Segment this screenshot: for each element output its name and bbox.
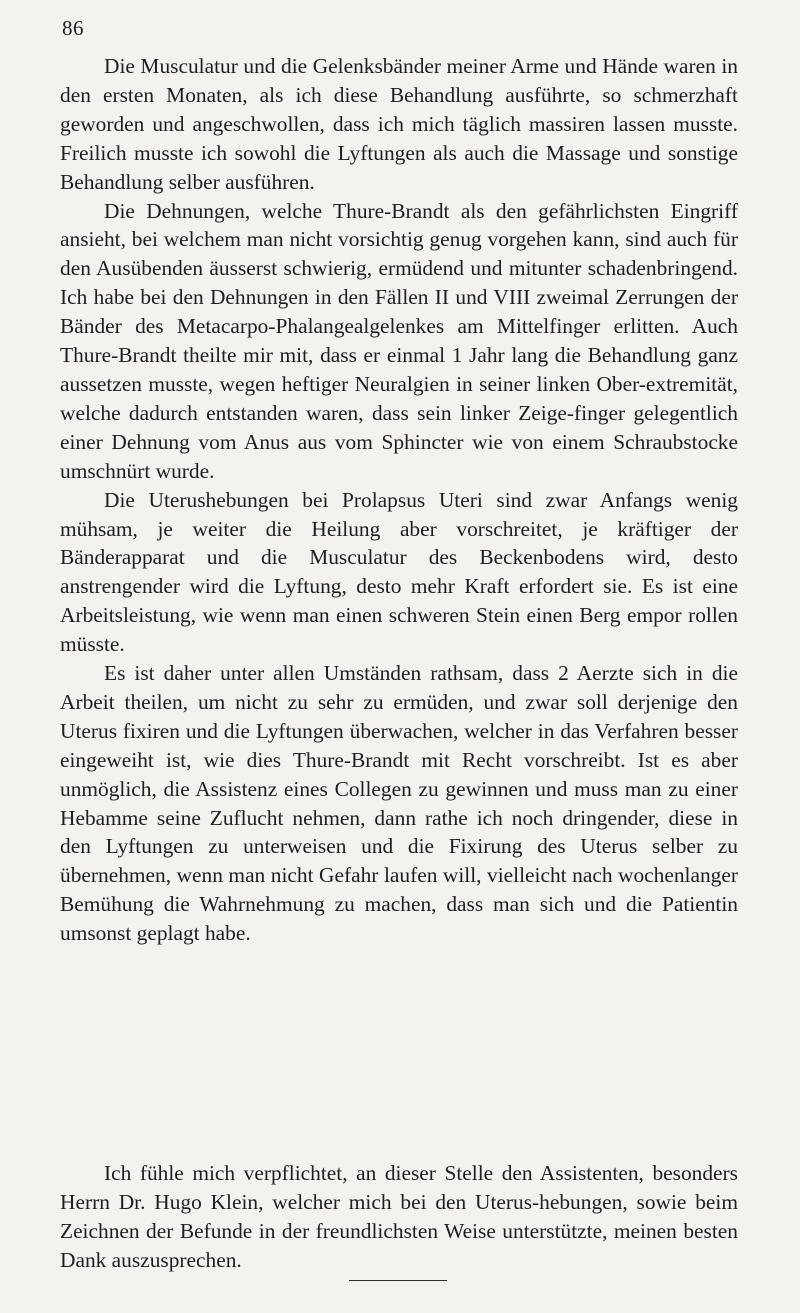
page-number: 86 [62, 16, 84, 40]
main-text [60, 52, 738, 948]
paragraph-uterushebungen: Die Uterushebungen bei Prolapsus Uteri sind zwar Anfangs wenig mühsam, je weiter die Heilung aber vorschreitet, je kräftiger der Bänderapparat und die Musculatur des Beckenbodens wird, desto anstrengender wird die Lyftung, desto mehr Kraft erfordert sie. Es ist eine Arbeitsleistung, wie wenn man einen schweren Stein einen Berg empor rollen müsste. [60, 487, 738, 657]
paragraph-aerzte: Es ist daher unter allen Umständen rathsam, dass 2 Aerzte sich in die Arbeit theilen, um nicht zu sehr zu ermüden, und zwar soll derjenige den Uterus fixiren und die Lyftungen überwachen, welcher in das Verfahren besser eingeweiht ist, wie dies Thure-Brandt mit Recht vorschreibt. Ist es aber unmöglich, die Assistenz eines Collegen zu gewinnen und muss man zu einer Hebamme seine Zuflucht nehmen, dann rathe ich noch dringender, diese in den Lyftungen zu unterweisen und die Fixirung des Uterus selber zu übernehmen, wenn man nicht Gefahr laufen will, vielleicht nach wochenlanger Bemühung die Wahrnehmung zu machen, dass man sich und die Patientin umsonst geplagt habe. [60, 661, 738, 946]
paragraph-musculatur: Die Musculatur und die Gelenksbänder meiner Arme und Hände waren in den ersten Monaten, als ich diese Behandlung ausführte, so schmerzhaft geworden und angeschwollen, dass ich mich täglich massiren lassen musste. Freilich musste ich sowohl die Lyftungen als auch die Massage und sonstige Behandlung selber ausführen. [60, 54, 738, 194]
closing-rule [349, 1280, 447, 1281]
paragraph-acknowledgement: Ich fühle mich verpflichtet, an dieser Stelle den Assistenten, besonders Herrn Dr. Hugo Klein, welcher mich bei den Uterus-hebungen, sowie beim Zeichnen der Befunde in der freundlichsten Weise unterstützte, meinen besten Dank auszusprechen. [60, 1161, 738, 1272]
paragraph-dehnungen: Die Dehnungen, welche Thure-Brandt als den gefährlichsten Eingriff ansieht, bei welchem man nicht vorsichtig genug vorgehen kann, sind auch für den Ausübenden äusserst schwierig, ermüdend und mitunter schadenbringend. Ich habe bei den Dehnungen in den Fällen II und VIII zweimal Zerrungen der Bänder des Metacarpo-Phalangealgelenkes am Mittelfinger erlitten. Auch Thure-Brandt theilte mir mit, dass er einmal 1 Jahr lang die Behandlung ganz aussetzen musste, wegen heftiger Neuralgien in seiner linken Ober-extremität, welche dadurch entstanden waren, dass sein linker Zeige-finger gelegentlich einer Dehnung vom Anus aus vom Sphincter wie von einem Schraubstocke umschnürt wurde. [60, 198, 738, 483]
acknowledgement-section [60, 1159, 738, 1275]
